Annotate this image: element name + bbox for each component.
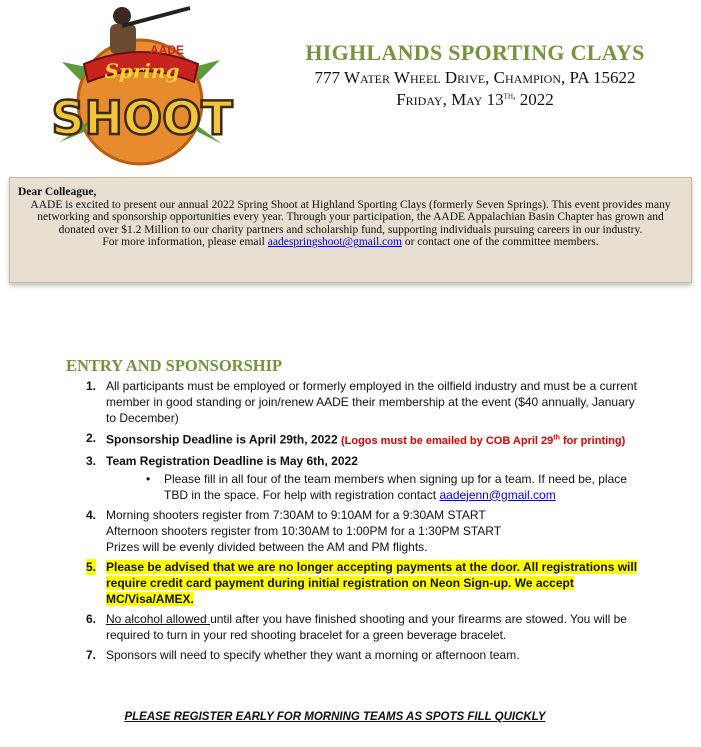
logo-deadline-note [341,435,625,447]
venue-title: HIGHLANDS SPORTING CLAYS [305,40,645,65]
list-item [84,647,644,663]
registration-email-link[interactable]: aadejenn@gmail.com [439,487,556,502]
register-early-note: PLEASE REGISTER EARLY FOR MORNING TEAMS AS SPOTS FILL QUICKLY [124,711,546,723]
date-prefix: Friday, May 13 [396,90,504,109]
item-text: Sponsors will need to specify whether they want a morning or afternoon team. [106,647,520,662]
logo-note-prefix: (Logos must be emailed by COB April 29 [340,434,554,447]
item-number: 4. [86,507,97,522]
section-title: ENTRY AND SPONSORSHIP [66,356,283,375]
logo-word-shoot: SHOOT [51,91,233,145]
logo-note-sup: th [553,434,560,441]
item-number: 5. [86,559,97,574]
morning-schedule: Morning shooters register from 7:30AM to 9:10AM for a 9:30AM START [106,507,486,522]
afternoon-schedule: Afternoon shooters register from 10:30AM to 1:00PM for a 1:30PM START [106,523,502,538]
item-text: All participants must be employed or formerly employed in the oilfield industry and must be a current member in good standing or join/renew AADE their membership at the event ($40 annually, January to December) [106,379,637,425]
payment-notice: Please be advised that we are no longer accepting payments at the door. All registrations will require credit card payment during initial registration on Neon Sign-up. We accept MC/Visa/AMEX. [106,559,638,606]
item-number: 7. [86,647,97,662]
sub-item-text: Please fill in all four of the team members when signing up for a team. If need be, place TBD in the space. For help with registration contact [164,471,627,502]
list-item [84,507,644,555]
contact-suffix: or contact one of the committee members. [401,236,599,249]
list-item [84,378,644,426]
alcohol-warning: No alcohol allowed [106,611,211,626]
list-item [84,611,644,643]
letter-contact [18,236,683,249]
spring-shoot-logo [40,2,240,174]
team-sub-list [142,471,644,503]
list-item [84,430,644,449]
entry-list [84,378,644,667]
prizes-note: Prizes will be evenly divided between the AM and PM flights. [106,539,428,554]
event-header [250,40,700,110]
venue-address: 777 Water Wheel Drive, Champion, PA 15622 [314,68,636,87]
date-suffix: th, [503,90,516,102]
list-item [84,453,644,503]
letter-paragraph: AADE is excited to present our annual 2022 Spring Shoot at Highland Sporting Clays (formerly Seven Springs). This event provides many networking and sponsorship opportunities every year. Through your participation, the AADE Appalachian Basin Chapter has grown and donated over $1.2 Million to our charity partners and scholarship fund, supporting individuals pursuing careers in our industry. [30,198,671,236]
alcohol-rule: until after you have finished shooting and your firearms are stowed. You will be required to turn in your red shooting bracelet for a green beverage bracelet. [106,611,627,642]
item-number: 6. [86,611,97,626]
item-number: 3. [86,453,97,468]
logo-brand: AADE [150,43,185,57]
bullet-icon: • [146,471,151,486]
item-number: 1. [86,379,97,393]
logo-note-suffix: for printing) [559,434,626,447]
date-year: 2022 [515,90,554,109]
list-item [84,559,644,607]
colleague-letter [9,177,692,283]
contact-email-link[interactable]: aadespringshoot@gmail.com [267,236,402,249]
item-number: 2. [86,431,97,445]
contact-prefix: For more information, please email [102,236,268,249]
team-deadline: Team Registration Deadline is May 6th, 2022 [106,453,358,468]
logo-word-spring: Spring [104,59,180,83]
event-date [250,90,700,110]
letter-greeting: Dear Colleague, [18,186,97,198]
sub-list-item [142,471,644,503]
sponsorship-deadline: Sponsorship Deadline is April 29th, 2022 [106,432,341,447]
